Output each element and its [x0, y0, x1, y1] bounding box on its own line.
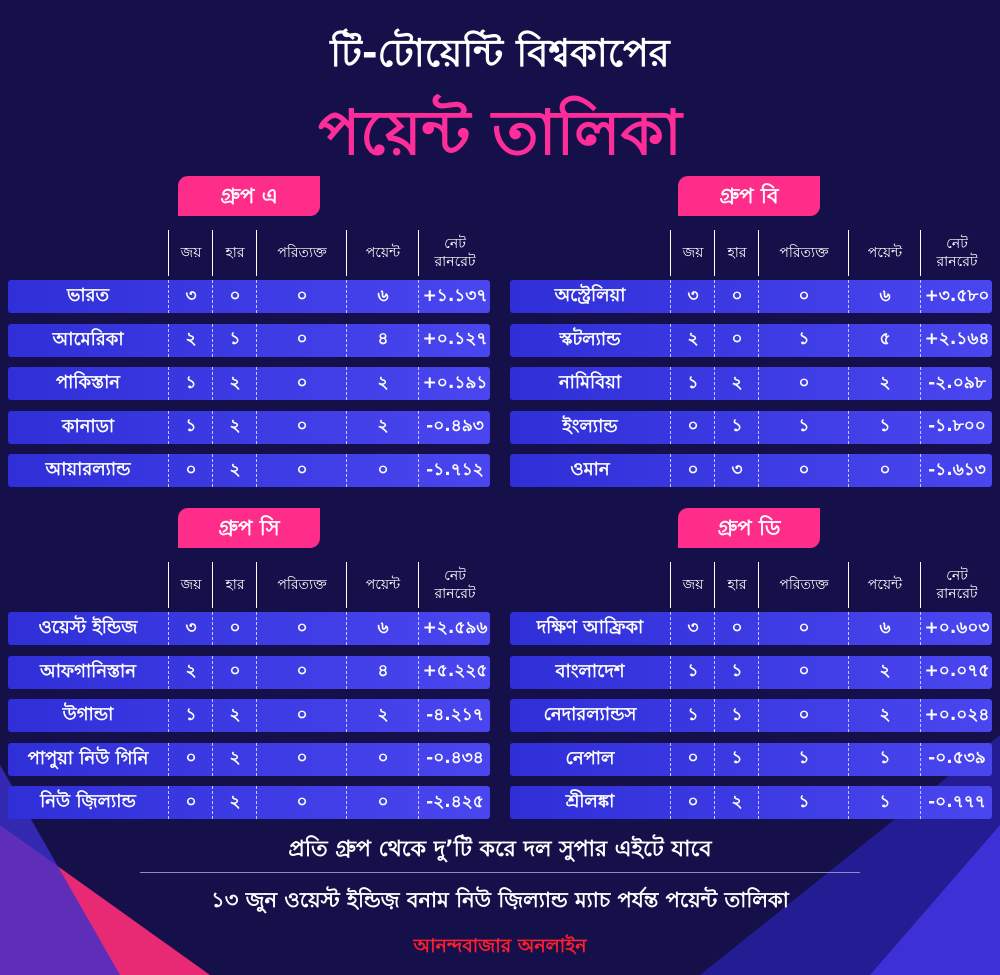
team-name: শ্রীলঙ্কা — [565, 791, 615, 812]
cell-l: ২ — [212, 454, 257, 487]
team-name: দক্ষিণ আফ্রিকা — [536, 617, 644, 638]
cell-a: ১ — [758, 743, 849, 776]
table-row — [510, 280, 992, 313]
table-header — [8, 230, 490, 276]
cell-nrr: -০.৪৯৩ — [418, 411, 491, 444]
cell-a: ০ — [256, 612, 347, 645]
cell-w: ০ — [670, 454, 715, 487]
cell-nrr: +০.০২৪ — [920, 699, 993, 732]
cell-a: ০ — [256, 367, 347, 400]
cell-p: ২ — [848, 367, 921, 400]
header-nrr-line2: রানরেট — [434, 586, 476, 602]
brand-logo-text: আনন্দবাজার অনলাইন — [413, 935, 587, 957]
header-nrr-line1: নেট — [444, 236, 466, 252]
cell-l: ০ — [212, 656, 257, 689]
header-win: জয় — [168, 562, 213, 608]
qualification-note: প্রতি গ্রুপ থেকে দু’টি করে দল সুপার এইটে যাবে — [288, 837, 712, 862]
cell-a: ০ — [256, 743, 347, 776]
table-row — [8, 743, 490, 776]
table-row — [8, 699, 490, 732]
header-points: পয়েন্ট — [848, 230, 921, 276]
table-row — [8, 454, 490, 487]
table-row — [510, 367, 992, 400]
cell-a: ০ — [758, 656, 849, 689]
header-nrr — [920, 230, 993, 276]
team-name: অস্ট্রেলিয়া — [554, 285, 626, 306]
cell-a: ১ — [758, 324, 849, 357]
team-name: ইংল্যান্ড — [562, 415, 618, 437]
cell-a: ০ — [256, 324, 347, 357]
cell-l: ০ — [714, 612, 759, 645]
cell-l: ০ — [714, 280, 759, 313]
team-name: আমেরিকা — [52, 328, 124, 350]
team-name: নামিবিয়া — [558, 372, 622, 393]
header-nrr-line1: নেট — [946, 568, 968, 584]
team-name: কানাডা — [61, 415, 115, 437]
cell-nrr: +০.১৯১ — [418, 367, 491, 400]
cell-l: ১ — [714, 411, 759, 444]
cell-nrr: +৩.৫৮০ — [920, 280, 993, 313]
header-nrr-line2: রানরেট — [434, 254, 476, 270]
cell-nrr: +০.১২৭ — [418, 324, 491, 357]
cell-w: ১ — [168, 699, 213, 732]
group-label-badge: গ্রুপ এ — [178, 176, 320, 216]
cell-l: ০ — [212, 612, 257, 645]
header-loss: হার — [714, 562, 759, 608]
header-loss: হার — [212, 562, 257, 608]
cell-l: ২ — [714, 786, 759, 819]
table-row — [8, 280, 490, 313]
team-name: নেপাল — [565, 747, 615, 769]
cell-nrr: -১.৬১৩ — [920, 454, 993, 487]
cell-p: ২ — [346, 367, 419, 400]
cell-nrr: +১.১৩৭ — [418, 280, 491, 313]
cell-p: ৪ — [346, 656, 419, 689]
cell-l: ০ — [212, 280, 257, 313]
cell-p: ২ — [848, 699, 921, 732]
cell-p: ১ — [848, 743, 921, 776]
cell-p: ৬ — [848, 280, 921, 313]
cell-nrr: -২.৪২৫ — [418, 786, 491, 819]
cell-w: ৩ — [168, 612, 213, 645]
cell-l: ২ — [212, 786, 257, 819]
cell-p: ৫ — [848, 324, 921, 357]
header-nrr-line1: নেট — [444, 568, 466, 584]
title-line-2: পয়েন্ট তালিকা — [318, 96, 682, 169]
cell-p: ২ — [346, 699, 419, 732]
header-loss: হার — [212, 230, 257, 276]
group-label-badge: গ্রুপ বি — [678, 176, 820, 216]
cell-nrr: -০.৭৭৭ — [920, 786, 993, 819]
cell-w: ১ — [670, 656, 715, 689]
table-row — [8, 367, 490, 400]
cell-p: ৬ — [848, 612, 921, 645]
cell-a: ০ — [256, 280, 347, 313]
team-name: পাকিস্তান — [55, 372, 121, 393]
team-name: বাংলাদেশ — [555, 660, 625, 682]
cell-w: ০ — [168, 786, 213, 819]
cell-w: ২ — [670, 324, 715, 357]
table-row — [510, 699, 992, 732]
team-name: আফগানিস্তান — [40, 660, 136, 682]
header-abandoned: পরিত্যক্ত — [256, 230, 347, 276]
team-name: ওমান — [570, 459, 610, 480]
table-row — [510, 612, 992, 645]
header-points: পয়েন্ট — [346, 230, 419, 276]
table-header — [510, 562, 992, 608]
cell-l: ২ — [714, 367, 759, 400]
cell-p: ৬ — [346, 612, 419, 645]
header-nrr — [920, 562, 993, 608]
header-abandoned: পরিত্যক্ত — [256, 562, 347, 608]
cell-w: ১ — [168, 367, 213, 400]
cell-l: ২ — [212, 411, 257, 444]
cell-p: ০ — [346, 743, 419, 776]
table-row — [510, 656, 992, 689]
cell-a: ০ — [256, 656, 347, 689]
header-win: জয় — [168, 230, 213, 276]
header-abandoned: পরিত্যক্ত — [758, 562, 849, 608]
team-name: স্কটল্যান্ড — [559, 328, 621, 350]
cell-nrr: +০.০৭৫ — [920, 656, 993, 689]
cell-a: ০ — [256, 786, 347, 819]
cell-a: ০ — [758, 367, 849, 400]
header-nrr-line2: রানরেট — [936, 254, 978, 270]
cell-p: ১ — [848, 786, 921, 819]
cell-a: ০ — [256, 454, 347, 487]
table-row — [8, 411, 490, 444]
table-row — [8, 612, 490, 645]
cell-a: ১ — [758, 411, 849, 444]
cell-l: ১ — [714, 699, 759, 732]
team-name: আয়ারল্যান্ড — [45, 459, 131, 480]
team-name: নেদারল্যান্ডস — [543, 704, 637, 725]
cell-w: ১ — [670, 699, 715, 732]
header-nrr-line1: নেট — [946, 236, 968, 252]
cell-a: ০ — [758, 454, 849, 487]
cell-l: ০ — [714, 324, 759, 357]
cell-p: ২ — [346, 411, 419, 444]
team-name: উগান্ডা — [62, 704, 114, 725]
header-win: জয় — [670, 230, 715, 276]
cell-w: ০ — [670, 411, 715, 444]
cell-w: ০ — [168, 454, 213, 487]
cell-l: ২ — [212, 743, 257, 776]
cell-p: ১ — [848, 411, 921, 444]
table-header — [8, 562, 490, 608]
header-nrr — [418, 562, 491, 608]
cell-p: ০ — [346, 786, 419, 819]
cell-w: ১ — [670, 367, 715, 400]
header-win: জয় — [670, 562, 715, 608]
cell-w: ৩ — [168, 280, 213, 313]
cell-a: ০ — [758, 612, 849, 645]
cell-nrr: +২.৫৯৬ — [418, 612, 491, 645]
cell-p: ৪ — [346, 324, 419, 357]
cell-a: ০ — [758, 699, 849, 732]
cell-a: ১ — [758, 786, 849, 819]
table-row — [510, 786, 992, 819]
cell-nrr: -০.৫৩৯ — [920, 743, 993, 776]
group-label-badge: গ্রুপ সি — [178, 508, 320, 548]
cell-p: ০ — [346, 454, 419, 487]
cell-w: ০ — [168, 743, 213, 776]
cell-nrr: +৫.২২৫ — [418, 656, 491, 689]
cell-p: ৬ — [346, 280, 419, 313]
group-label-badge: গ্রুপ ডি — [678, 508, 820, 548]
team-name: ওয়েস্ট ইন্ডিজ — [38, 617, 138, 638]
table-row — [8, 786, 490, 819]
title-line-1: টি-টোয়েন্টি বিশ্বকাপের — [330, 31, 670, 75]
table-header — [510, 230, 992, 276]
table-status-note: ১৩ জুন ওয়েস্ট ইন্ডিজ় বনাম নিউ জ়িল্যান্ড ম্যাচ পর্যন্ত পয়েন্ট তালিকা — [211, 888, 789, 912]
table-row — [8, 324, 490, 357]
cell-l: ১ — [212, 324, 257, 357]
header-abandoned: পরিত্যক্ত — [758, 230, 849, 276]
cell-w: ১ — [168, 411, 213, 444]
table-row — [510, 411, 992, 444]
table-row — [510, 743, 992, 776]
table-row — [510, 454, 992, 487]
header-loss: হার — [714, 230, 759, 276]
cell-a: ০ — [256, 411, 347, 444]
cell-l: ২ — [212, 699, 257, 732]
cell-l: ১ — [714, 656, 759, 689]
table-row — [510, 324, 992, 357]
divider — [140, 872, 860, 873]
cell-nrr: -১.৭১২ — [418, 454, 491, 487]
header-nrr-line2: রানরেট — [936, 586, 978, 602]
header-nrr — [418, 230, 491, 276]
header-points: পয়েন্ট — [848, 562, 921, 608]
cell-nrr: -১.৮০০ — [920, 411, 993, 444]
cell-w: ০ — [670, 743, 715, 776]
team-name: ভারত — [66, 285, 110, 306]
cell-w: ২ — [168, 324, 213, 357]
team-name: পাপুয়া নিউ গিনি — [27, 747, 149, 769]
cell-l: ২ — [212, 367, 257, 400]
cell-nrr: -২.০৯৮ — [920, 367, 993, 400]
cell-a: ০ — [758, 280, 849, 313]
cell-w: ২ — [168, 656, 213, 689]
cell-l: ১ — [714, 743, 759, 776]
cell-nrr: +২.১৬৪ — [920, 324, 993, 357]
cell-l: ৩ — [714, 454, 759, 487]
cell-w: ৩ — [670, 612, 715, 645]
cell-w: ০ — [670, 786, 715, 819]
cell-p: ২ — [848, 656, 921, 689]
team-name: নিউ জ়িল্যান্ড — [40, 791, 136, 812]
cell-nrr: -৪.২১৭ — [418, 699, 491, 732]
cell-nrr: +০.৬০৩ — [920, 612, 993, 645]
table-row — [8, 656, 490, 689]
cell-w: ৩ — [670, 280, 715, 313]
cell-a: ০ — [256, 699, 347, 732]
cell-p: ০ — [848, 454, 921, 487]
cell-nrr: -০.৪৩৪ — [418, 743, 491, 776]
header-points: পয়েন্ট — [346, 562, 419, 608]
